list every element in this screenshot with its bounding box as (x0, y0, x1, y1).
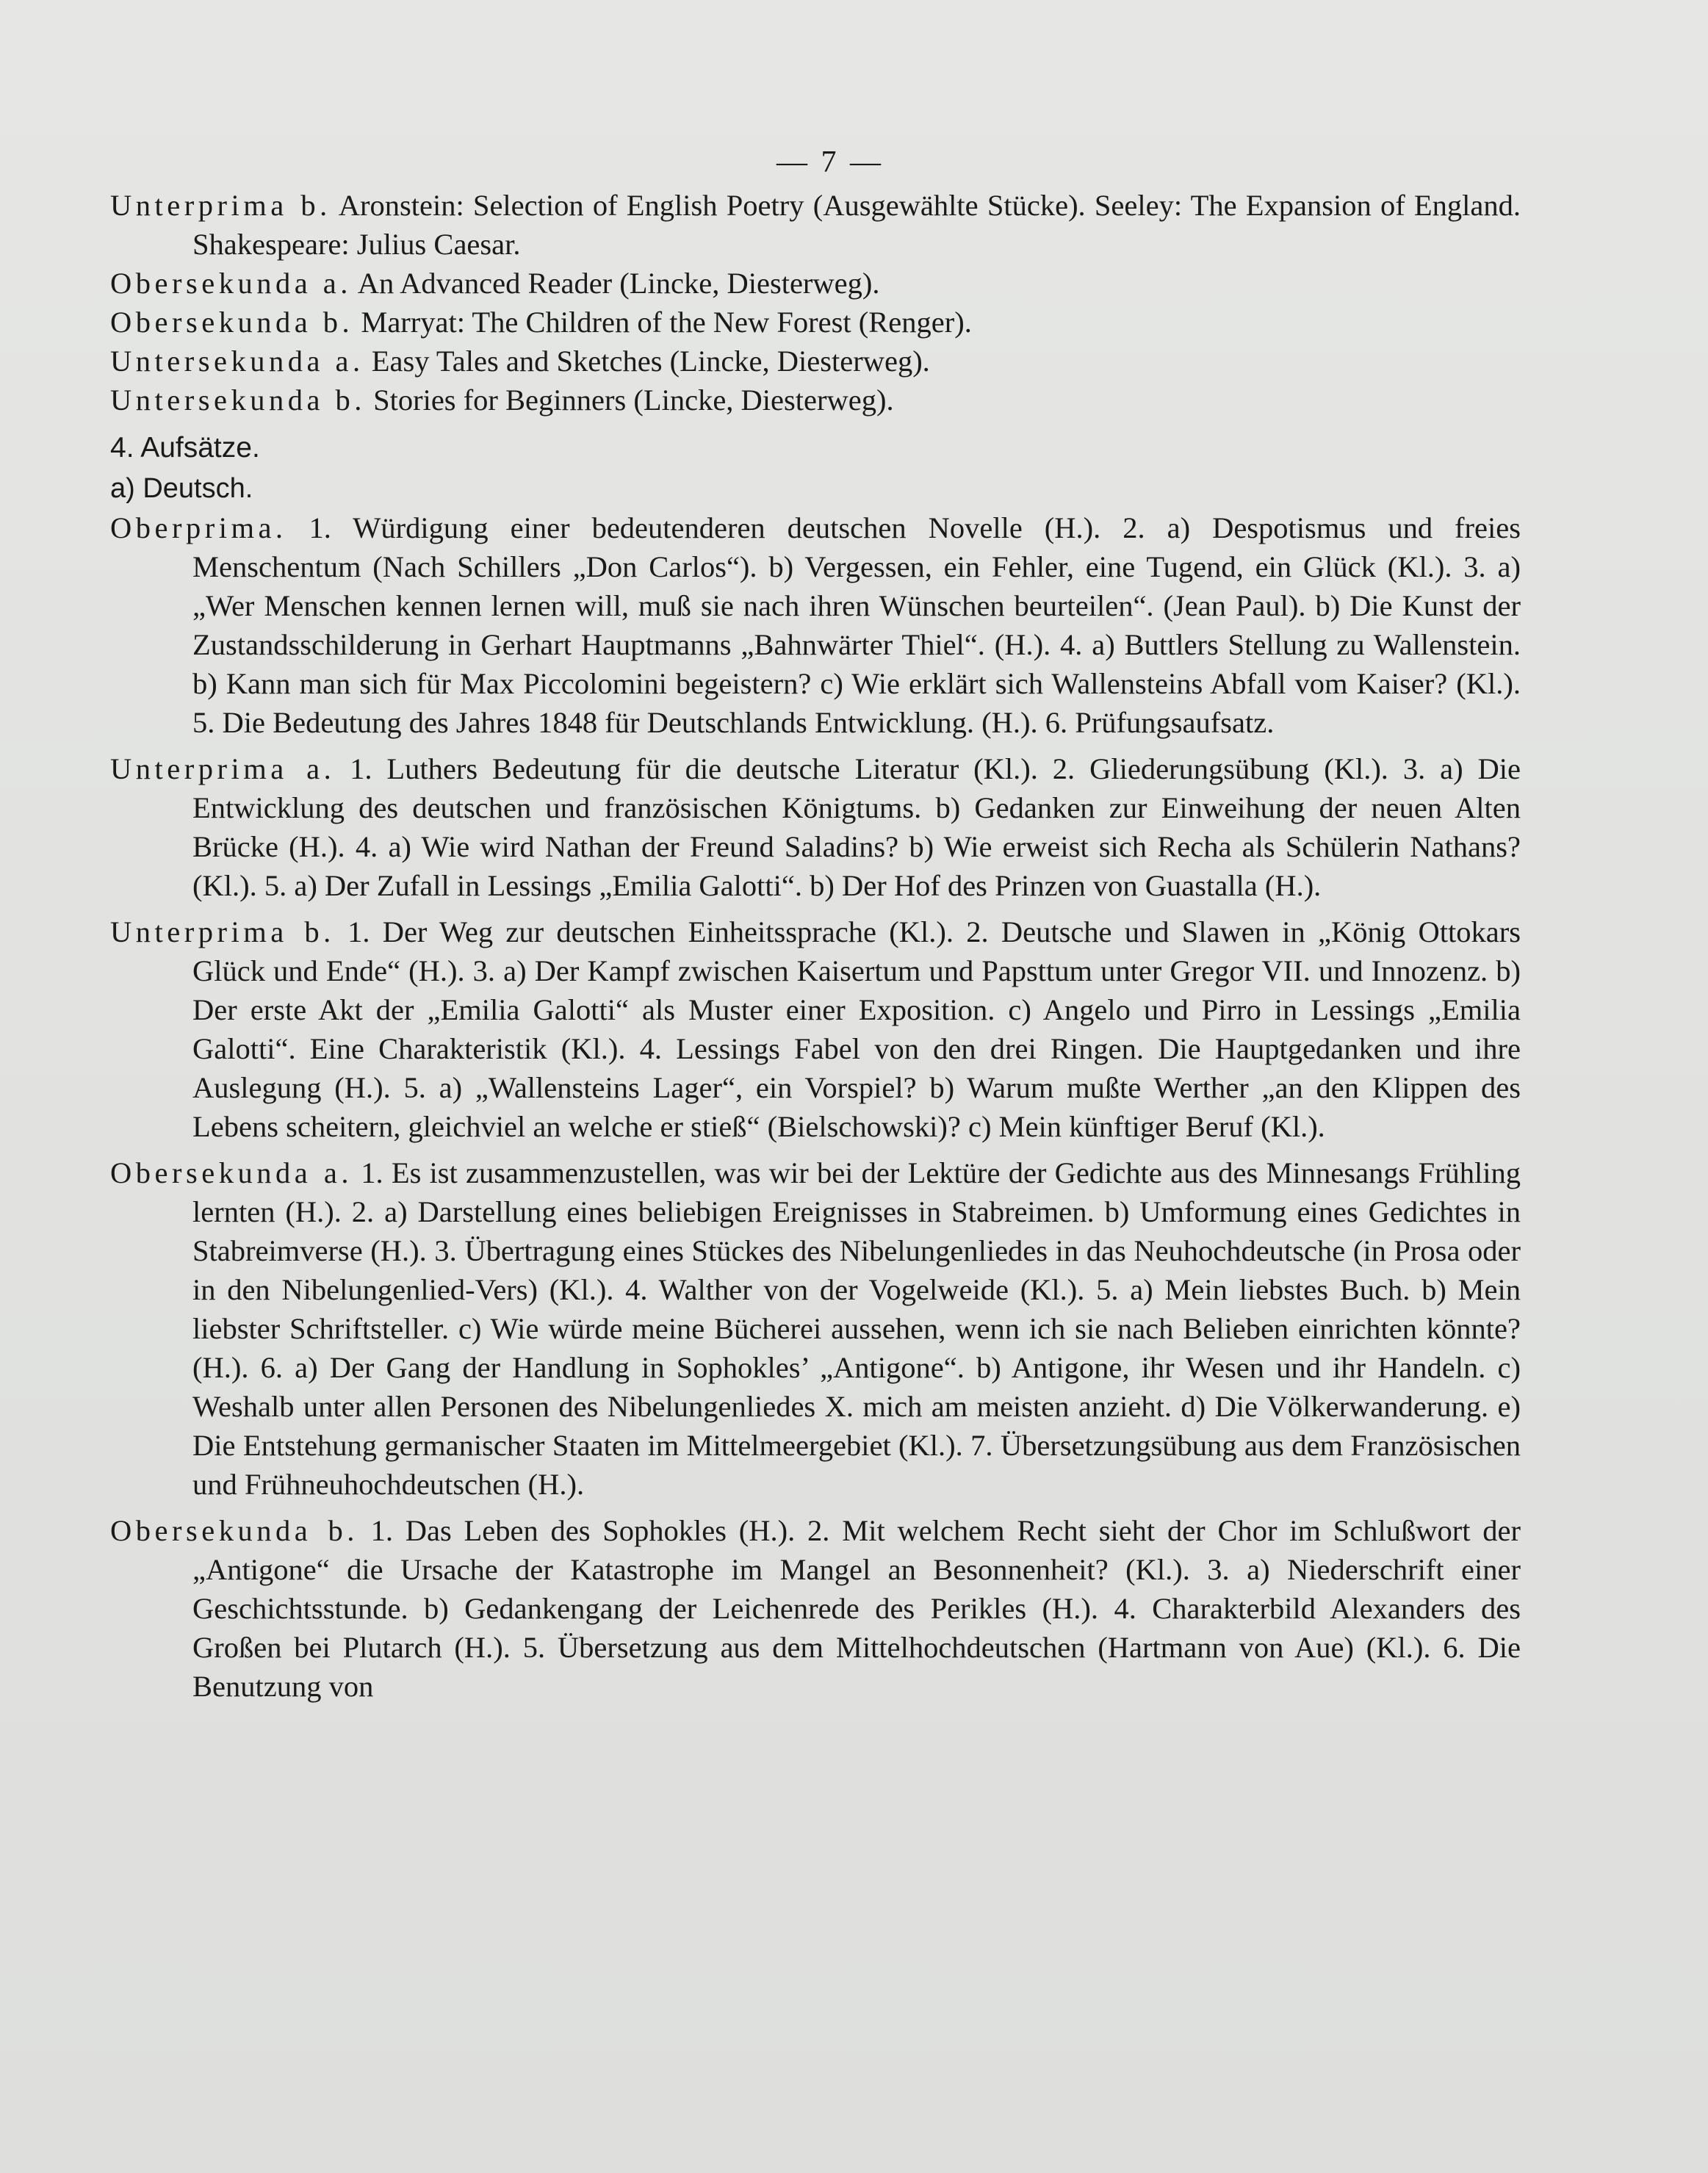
page-number: — 7 — (776, 145, 884, 179)
essay-entry (110, 508, 1521, 742)
class-name: Unterprima b. (110, 189, 331, 222)
entry-text: 1. Der Weg zur deutschen Einheitssprache (Kl.). 2. Deutsche und Slawen in „König Ottokars Glück und Ende“ (H.). 3. a) Der Kampf zwischen Kaisertum und Papsttum unter Gregor VII. und Innozenz. b) Der erste Akt der „Emilia Galotti“ als Muster einer Exposition. c) Angelo und Pirro in Lessings „Emilia Galotti“. Eine Charakteristik (Kl.). 4. Lessings Fabel von den drei Ringen. Die Hauptgedanken und ihre Auslegung (H.). 5. a) „Wallensteins Lager“, ein Vorspiel? b) Warum mußte Werther „an den Klippen des Lebens scheitern, gleichviel an welche er stieß“ (Bielschowski)? c) Mein künftiger Beruf (Kl.). (192, 915, 1521, 1143)
essay-entry (110, 1511, 1521, 1706)
reading-entry (110, 342, 1521, 381)
english-readings-list (110, 186, 1521, 419)
essay-list (110, 508, 1521, 1706)
entry-text: 1. Würdigung einer bedeutenderen deutschen Novelle (H.). 2. a) Despotismus und freies Menschentum (Nach Schillers „Don Carlos“). b) Vergessen, ein Fehler, eine Tugend, ein Glück (Kl.). 3. a) „Wer Menschen kennen lernen will, muß sie nach ihren Wünschen beurteilen“. (Jean Paul). b) Die Kunst der Zustandsschilderung in Gerhart Hauptmanns „Bahnwärter Thiel“. (H.). 4. a) Buttlers Stellung zu Wallenstein. b) Kann man sich für Max Piccolomini begeistern? c) Wie erklärt sich Wallensteins Abfall vom Kaiser? (Kl.). 5. Die Bedeutung des Jahres 1848 für Deutschlands Entwicklung. (H.). 6. Prüfungsaufsatz. (192, 511, 1521, 739)
reading-entry (110, 264, 1521, 303)
reading-entry (110, 303, 1521, 342)
entry-text: 1. Es ist zusammenzustellen, was wir bei der Lektüre der Gedichte aus des Minnesangs Frühling lernten (H.). 2. a) Darstellung eines beliebigen Ereignisses in Stabreimen. b) Umformung eines Gedichtes in Stabreimverse (H.). 3. Übertragung eines Stückes des Nibelungenliedes in das Neuhochdeutsche (in Prosa oder in den Nibelungenlied-Vers) (Kl.). 4. Walther von der Vogelweide (Kl.). 5. a) Mein liebstes Buch. b) Mein liebster Schriftsteller. c) Wie würde meine Bücherei aussehen, wenn ich sie nach Belieben einrichten könnte? (H.). 6. a) Der Gang der Handlung in Sophokles’ „Antigone“. b) Antigone, ihr Wesen und ihr Handeln. c) Weshalb unter allen Personen des Nibelungenliedes X. mich am meisten anzieht. d) Die Völkerwanderung. e) Die Entstehung germanischer Staaten im Mittelmeergebiet (Kl.). 7. Übersetzungsübung aus dem Französischen und Frühneuhochdeutschen (H.). (192, 1156, 1521, 1501)
entry-text: An Advanced Reader (Lincke, Diesterweg). (351, 267, 880, 300)
entry-text: 1. Luthers Bedeutung für die deutsche Literatur (Kl.). 2. Gliederungsübung (Kl.). 3. a) Die Entwicklung des deutschen und französischen Königtums. b) Gedanken zur Einweihung der neuen Alten Brücke (H.). 4. a) Wie wird Nathan der Freund Saladins? b) Wie erweist sich Recha als Schülerin Nathans? (Kl.). 5. a) Der Zufall in Lessings „Emilia Galotti“. b) Der Hof des Prinzen von Guastalla (H.). (192, 752, 1521, 902)
entry-text: Stories for Beginners (Lincke, Diesterweg). (365, 383, 894, 417)
essay-entry (110, 749, 1521, 905)
class-name: Obersekunda a. (110, 1156, 353, 1189)
essay-entry (110, 912, 1521, 1146)
page-content (110, 143, 1521, 1706)
class-name: Obersekunda b. (110, 306, 354, 339)
subsection-heading: a) Deutsch. (110, 473, 253, 504)
section-heading: 4. Aufsätze. (110, 432, 260, 464)
class-name: Obersekunda a. (110, 267, 352, 300)
entry-text: 1. Das Leben des Sophokles (H.). 2. Mit welchem Recht sieht der Chor im Schlußwort der „Antigone“ die Ursache der Katastrophe im Mangel an Besonnenheit? (Kl.). 3. a) Niederschrift einer Geschichtsstunde. b) Gedankengang der Leichenrede des Perikles (H.). 4. Charakterbild Alexanders des Großen bei Plutarch (H.). 5. Übersetzung aus dem Mittelhochdeutschen (Hartmann von Aue) (Kl.). 6. Die Benutzung von (192, 1514, 1521, 1703)
reading-entry (110, 381, 1521, 419)
class-name: Unterprima b. (110, 915, 335, 948)
entry-text: Marryat: The Children of the New Forest (Renger). (353, 306, 972, 339)
reading-entry (110, 186, 1521, 264)
class-name: Untersekunda b. (110, 383, 366, 417)
class-name: Obersekunda b. (110, 1514, 358, 1547)
entry-text: Aronstein: Selection of English Poetry (Ausgewählte Stücke). Seeley: The Expansion of England. Shakespeare: Julius Caesar. (192, 189, 1521, 261)
entry-text: Easy Tales and Sketches (Lincke, Diesterweg). (364, 345, 930, 378)
class-name: Oberprima. (110, 511, 287, 544)
essay-entry (110, 1153, 1521, 1504)
class-name: Untersekunda a. (110, 345, 364, 378)
class-name: Unterprima a. (110, 752, 336, 785)
